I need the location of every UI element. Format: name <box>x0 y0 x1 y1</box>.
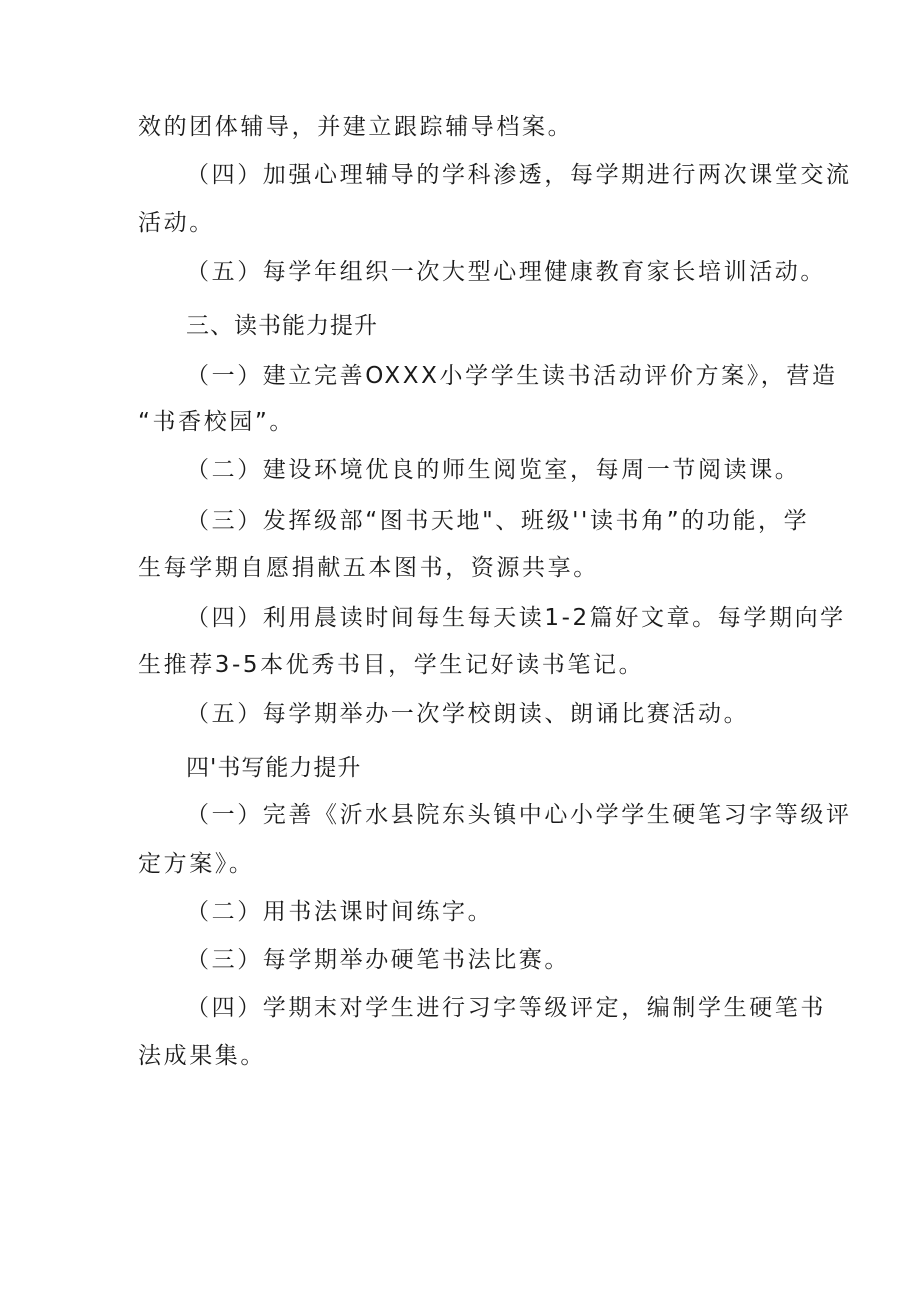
text-line: （一）建立完善OXXX小学学生读书活动评价方案》，营造 <box>186 363 838 389</box>
text-line: （二）用书法课时间练字。 <box>186 899 494 925</box>
text-line: （五）每学期举办一次学校朗读、朗诵比赛活动。 <box>186 701 750 727</box>
text-line: （二）建设环境优良的师生阅览室，每周一节阅读课。 <box>186 457 801 483</box>
text-line: （四）学期末对学生进行习字等级评定，编制学生硬笔书 <box>186 995 826 1021</box>
text-line: “书香校园”。 <box>138 409 296 435</box>
text-line: 活动。 <box>138 210 215 236</box>
text-line: 定方案》。 <box>138 851 255 877</box>
text-line: （五）每学年组织一次大型心理健康教育家长培训活动。 <box>186 259 826 285</box>
text-line: （一）完善《沂水县院东头镇中心小学学生硬笔习字等级评 <box>186 802 852 828</box>
text-line: （四）加强心理辅导的学科渗透，每学期进行两次课堂交流 <box>186 162 852 188</box>
text-line: （三）发挥级部“图书天地"、班级''读书角”的功能，学 <box>186 508 810 534</box>
text-line: 生每学期自愿捐献五本图书，资源共享。 <box>138 555 599 581</box>
text-line: 效的团体辅导，并建立跟踪辅导档案。 <box>138 114 574 140</box>
text-line: （三）每学期举办硬笔书法比赛。 <box>186 947 570 973</box>
section-heading: 三、读书能力提升 <box>186 313 378 339</box>
text-line: （四）利用晨读时间每生每天读1-2篇好文章。每学期向学 <box>186 605 846 631</box>
section-heading: 四'书写能力提升 <box>186 755 362 781</box>
text-line: 生推荐3-5本优秀书目，学生记好读书笔记。 <box>138 652 645 678</box>
text-line: 法成果集。 <box>138 1043 266 1069</box>
